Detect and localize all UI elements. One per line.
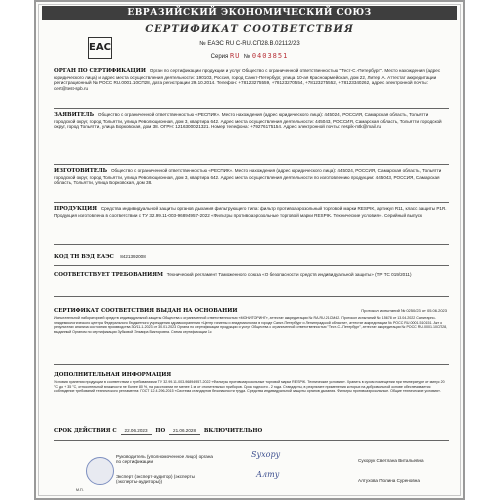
union-banner: ЕВРАЗИЙСКИЙ ЭКОНОМИЧЕСКИЙ СОЮЗ	[42, 6, 457, 20]
divider	[54, 164, 449, 165]
manufacturer-label: ИЗГОТОВИТЕЛЬ	[54, 168, 108, 174]
validity-label: СРОК ДЕЙСТВИЯ С	[54, 428, 117, 434]
additional-section	[54, 372, 449, 379]
registration-number	[36, 41, 463, 47]
eac-logo: EAC	[88, 37, 112, 59]
stamp-mark: М.П.	[76, 488, 84, 492]
basis-label: СЕРТИФИКАТ СООТВЕТСТВИЯ ВЫДАН НА ОСНОВАНИИ	[54, 308, 238, 314]
organ-label: ОРГАН ПО СЕРТИФИКАЦИИ	[54, 68, 146, 74]
validity-section	[54, 428, 449, 435]
reg-number: RU С-RU.СП28.В.02112/23	[225, 41, 300, 47]
product-text: Средства индивидуальной защиты органов дыхания фильтрующего типа: фильтр противоаэрозольный торговой марки RESPIK, артикул R11, класс защиты Р1R. Продукция изготовлена в соответствии с ТУ 32.99.11-003-96894957-2022 «Фильтры противоаэрозольные торговой марки RESPIK. Технические условия». Серийный выпуск	[54, 206, 447, 218]
certificate-frame	[34, 0, 465, 500]
divider	[54, 265, 449, 266]
head-signatory-label: Руководитель (уполномоченное лицо) органа по сертификации	[116, 454, 213, 465]
serial-number: 0403851	[251, 52, 289, 60]
number-prefix: №	[243, 54, 251, 60]
divider	[54, 440, 449, 441]
validity-suffix: ВКЛЮЧИТЕЛЬНО	[203, 428, 263, 434]
tnved-section	[54, 254, 449, 261]
expert-signatory-name: Алтухова Полина Суреновна	[358, 478, 420, 483]
requirements-section	[54, 272, 449, 279]
valid-to-date: 21.06.2028	[169, 428, 200, 435]
requirements-label: СООТВЕТСТВУЕТ ТРЕБОВАНИЯМ	[54, 272, 163, 278]
divider	[54, 244, 449, 245]
divider	[54, 108, 449, 109]
additional-label: ДОПОЛНИТЕЛЬНАЯ ИНФОРМАЦИЯ	[54, 372, 172, 378]
divider	[54, 364, 449, 365]
organ-text: Орган по сертификации продукции и услуг Общество с ограниченной ответственностью "Тест-С.-Петербург". Место нахождения (адрес юридического лица) и адрес места осуществления деятельности: 190103, Россия, город Санкт-Петербург, улица 10-ая Красноармейская, дом 22, Литер А. Аттестат аккредитации регистрационный № РОСС RU.0001.10СП28, дата регистрации 29.10.2014. Телефон: +78123275559, +78123270554, +78123275552, +78123340262, адрес электронной почты: cert@test-spb.ru	[54, 68, 441, 91]
expert-signatory-label: Эксперт (эксперт-аудитор) (эксперты (эксперты-аудиторы))	[116, 474, 195, 485]
applicant-text: Общество с ограниченной ответственностью «РЕСПИК». Место нахождения (адрес юридического лица): 445024, РОССИЯ, Самарская область, Тольятти городской округ, город Тольятти, улица Революционная, дом 3, квартира 642. Адрес места осуществления деятельности: 445043, РОССИЯ, Самарская область, Тольятти городской округ, город Тольятти, улица Борковская, дом 38. ОГРН: 1216300021321. Номер телефона: +79276175154. Адрес электронной почты: respik-mtk@mail.ru	[54, 112, 442, 130]
manufacturer-section	[54, 168, 449, 186]
validity-to-label: ПО	[155, 428, 166, 434]
series-code: RU	[229, 52, 241, 60]
product-section	[54, 206, 449, 218]
basis-protocol: Протокол испытаний № 0250/23 от 05.06.2023	[361, 308, 447, 313]
divider	[54, 296, 449, 297]
basis-text: Испытательной лабораторией средств индивидуальной защиты Общества с ограниченной ответственностью «МОНИТОРИНГ», аттестат аккредитации № RA.RU.21СМ42. Протокол испытаний № 15678 от 13.04.2022 Санитарно-эпидемиологического центра Федерального бюджетного учреждения здравоохранения «Центр гигиены и эпидемиологии в городе Санкт-Петербург и Ленинградской области», аттестат аккредитации № РОСС RU.0001.510151. Акт о результатах анализа состояния производства 30/11-1-2023 от 30.01.2023 Органа по сертификации продукции и услуг Общества с ограниченной ответственностью "Тест-С.-Петербург", аттестат аккредитации № РОСС RU.0001.10СП28, выданный Органом по сертификации Зубковой Эльвира Викторовна. Схема сертификации 1с	[54, 316, 448, 334]
applicant-section	[54, 112, 449, 130]
series-label: Серия	[210, 54, 229, 60]
divider	[54, 202, 449, 203]
official-seal	[86, 457, 114, 485]
series-line	[36, 52, 463, 60]
requirements-text: Технический регламент Таможенного союза «О безопасности средств индивидуальной защиты» (ТР ТС 019/2011)	[166, 272, 412, 277]
valid-from-date: 22.06.2023	[121, 428, 152, 435]
reg-prefix: № ЕАЭС	[199, 41, 224, 47]
additional-text: Условия хранения продукции в соответствии с требованиями ТУ 32.99.11-003-96894957-2022 «Фильтры противоаэрозольные торговой марки RESPIK. Технические условия». Хранить в сухом помещении при температуре от минус 20 °С до + 35 °С, относительной влажности не более 80 %, на расстоянии не менее 1 м от отопительных приборов. Срок годности - 2 года. Стандарты, в результате применения которых на добровольной основе обеспечивается соблюдение требований технического регламента: ГОСТ 12.4.296-2015 «Система стандартов безопасности труда. Средства индивидуальной защиты органов дыхания. Фильтры противоаэрозольные. Общие технические условия».	[54, 380, 445, 394]
product-label: ПРОДУКЦИЯ	[54, 206, 97, 212]
tnved-label: КОД ТН ВЭД ЕАЭС	[54, 254, 114, 260]
expert-signature: Алту	[256, 470, 280, 479]
organ-section	[54, 68, 449, 91]
manufacturer-text: Общество с ограниченной ответственностью «РЕСПИК». Место нахождения (адрес юридического лица): 445024, РОССИЯ, Самарская область, Тольятти городской округ, город Тольятти, улица Революционная, дом 3, квартира 642. Адрес места осуществления деятельности по изготовлению продукции: 445043, РОССИЯ, Самарская область, Тольятти, улица Борковская, дом 38.	[54, 168, 442, 186]
applicant-label: ЗАЯВИТЕЛЬ	[54, 112, 95, 118]
head-signatory-name: Сухорук Светлана Витальевна	[358, 458, 424, 463]
tnved-code: 8421392008	[120, 254, 146, 259]
head-signature: Sухору	[251, 450, 281, 459]
certificate-title: СЕРТИФИКАТ СООТВЕТСТВИЯ	[145, 24, 354, 35]
